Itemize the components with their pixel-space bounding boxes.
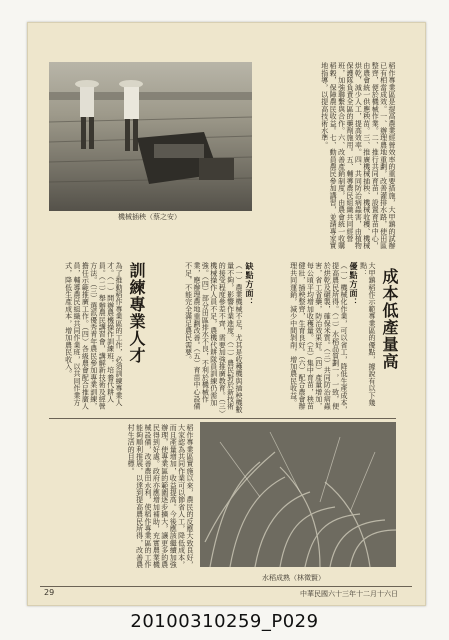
training-text: 為了推動稻作專業區的工作，必須訓練專業人才。（一）開辦農機操作訓練班，培養代耕人員。（二）舉辦農民講習會，講解新技術及經營方法。（三）選派優秀青年農民參加專業訓練，擔任示範推廣工作。（四）各級農會配合推廣人員，輔導農民組織共同作業班，以共同作業方式，降低生產成本，增加農民收入。 [64, 262, 123, 410]
footer-rule [40, 586, 412, 587]
publication-date: 中華民國六十三年十二月十六日 [300, 590, 398, 598]
photo-machine-transplanting [49, 62, 252, 211]
bottom-left-text: 稻作專業區實施以來，農民的反應大致良好，大家認為共同作業可以節省人工，降低成本，而且產量增加，收益提高。今後應該繼續加強辦理，使專業區的範圍逐步擴大，讓更多的農民得到好處。政府亦應增加補助，充實農業機械設備，改善農田水利，使稻作專業區的工作能夠順利推展，以達到提高農民所得，改善農村生活的目標。 [127, 424, 194, 568]
page-number: 29 [44, 588, 55, 597]
headline-training: 訓練專業人才 [127, 262, 146, 364]
shortcomings-text: （一）農業機械不足，尤其是收穫機與插秧機數量不夠，影響作業進度。（二）農民對於新技術的接受程度參差不齊，需要加強推廣教育。（三）機械操作人員不足，農機代耕隊員訓練仍需加強。（四）部分田區排水不良，不利於機械作業，應辦理農地重劃改善。（五）育苗中心設備不足，不能完全滿足農民需要。 [184, 262, 243, 414]
caption-bottom-photo: 水稻成熟（林徵賢） [262, 574, 325, 582]
photo-mature-rice [200, 422, 396, 567]
low-cost-intro: 大甲鎮稻作示範專業區的優點，據說有以下幾點： [360, 262, 376, 406]
caption-top-photo: 機械插秧（蔡之安） [118, 213, 181, 221]
advantages-text: （一）機械化作業，可以省工，降低生產成本，提高農民所得。（二）水稻品質劃一，一致，便於烘乾及碾製，確保米質。（三）共同防治病蟲害，省工省藥，防治效果好。（四）產量增加，每公頃平均增加收穫量。（五）集中育苗，秧苗健壯，插秧整齊，生育良好。（六）配合農會辦理共同運銷，減少中間剝削，增加農民收益。 [289, 262, 348, 414]
shortcomings-subheading: 缺點方面： [245, 262, 255, 307]
headline-low-cost: 成本低產量高 [380, 268, 399, 370]
right-column-text: 稻作專業區是提高農業經營效率的重要措施，大甲鎮的試辦已有相當成效。一、辦理農地重劃，改善灌排水路，使田區整齊，便於機械作業。二、推行共同育苗，設置育苗中心，由農會統一供應秧苗。三、推廣機械插秧、機械收穫、機械烘乾，減少人工，提高效率。四、共同防治病蟲害，由植物保護隊負責全區的藥劑施用。五、輔導農民組織共同經營班，加強聯繫與合作。六、改善產銷制度，由農會統一收購稻穀，保障農民收益。七、動員農民參加講習，並請專家實地指導，以提高技術水準。 [320, 62, 396, 250]
advantages-subheading: 優點方面： [349, 262, 359, 307]
document-id-label: 20100310259_P029 [130, 611, 319, 632]
column-divider [49, 418, 396, 419]
